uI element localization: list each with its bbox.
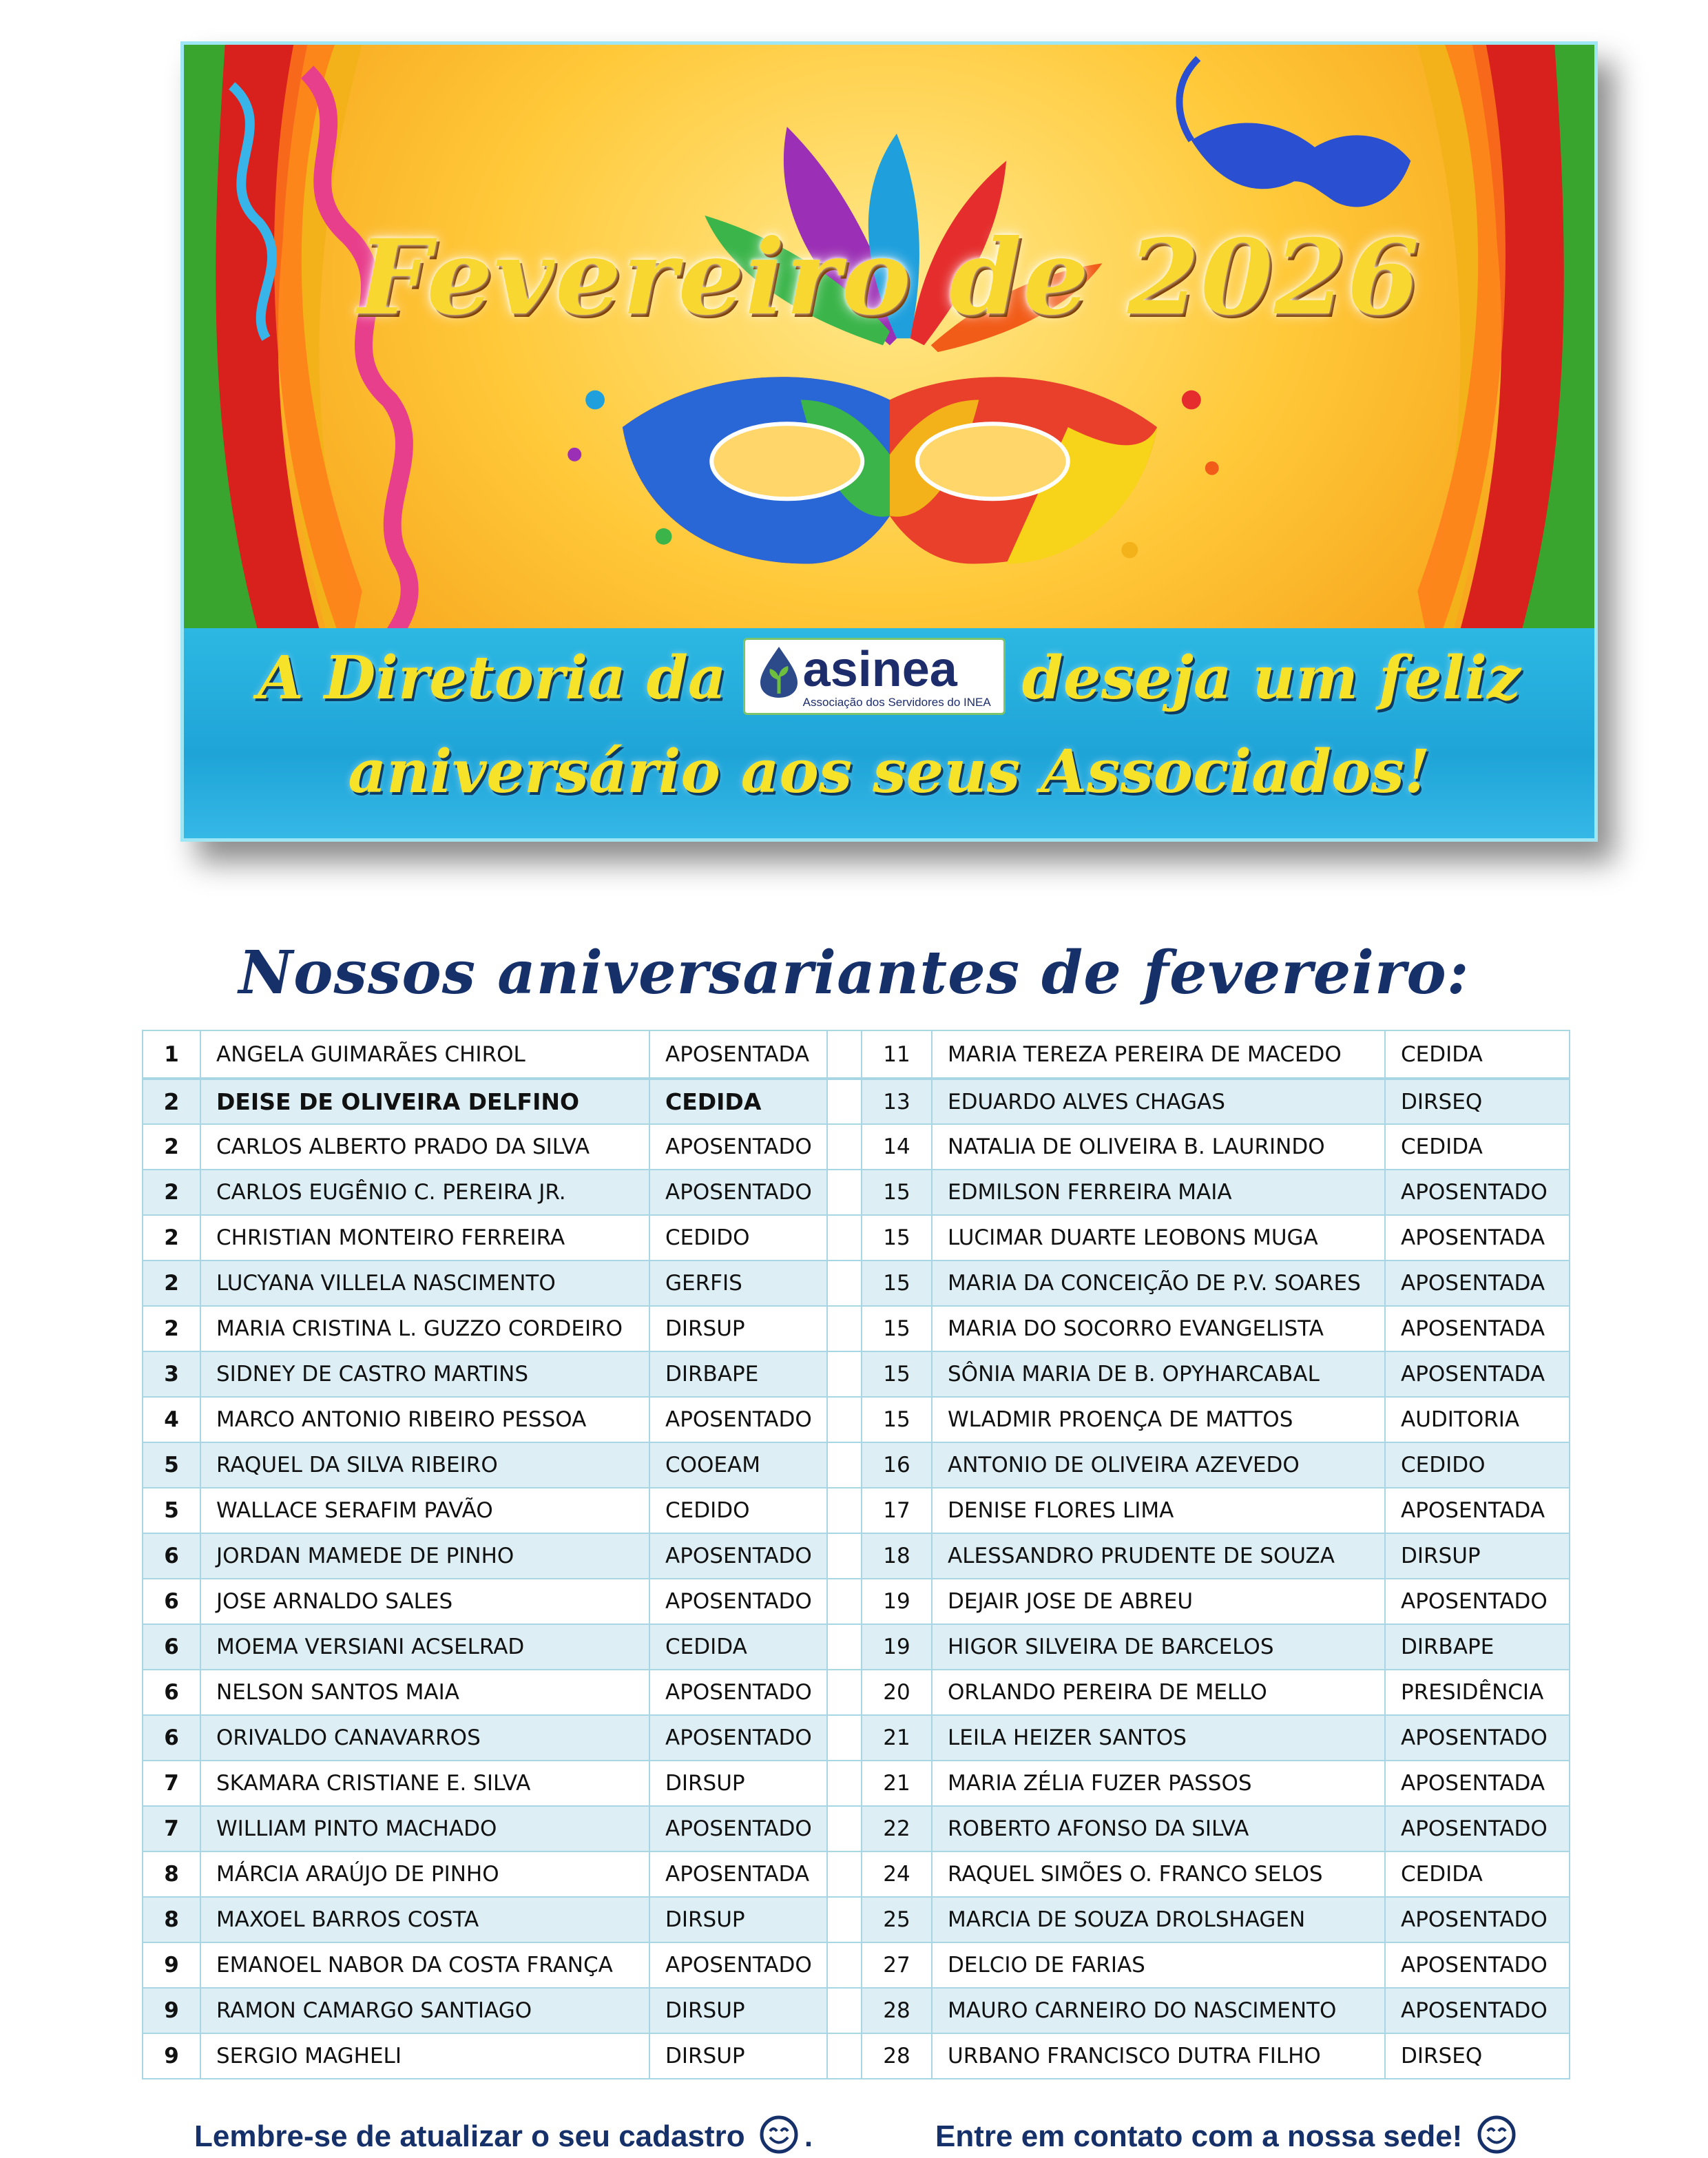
name-cell: SKAMARA CRISTIANE E. SILVA — [200, 1761, 649, 1806]
day-cell: 8 — [143, 1897, 200, 1942]
name-cell: LEILA HEIZER SANTOS — [932, 1715, 1385, 1761]
day-cell: 17 — [862, 1488, 932, 1533]
status-cell: DIRSUP — [649, 1988, 827, 2033]
table-row — [143, 1124, 1570, 1170]
column-gap — [827, 1030, 862, 1079]
day-cell: 5 — [143, 1488, 200, 1533]
name-cell: EDUARDO ALVES CHAGAS — [932, 1079, 1385, 1124]
column-gap — [827, 1670, 862, 1715]
greeting-pre: A Diretoria da — [258, 643, 727, 713]
footer-right-text: Entre em contato com a nossa sede! — [935, 2119, 1463, 2153]
day-cell: 15 — [862, 1215, 932, 1260]
column-gap — [827, 1306, 862, 1351]
column-gap — [827, 1624, 862, 1670]
day-cell: 19 — [862, 1579, 932, 1624]
name-cell: MARIA ZÉLIA FUZER PASSOS — [932, 1761, 1385, 1806]
name-cell: MARIA DO SOCORRO EVANGELISTA — [932, 1306, 1385, 1351]
name-cell: EDMILSON FERREIRA MAIA — [932, 1170, 1385, 1215]
status-cell: AUDITORIA — [1385, 1397, 1570, 1442]
name-cell: RAMON CAMARGO SANTIAGO — [200, 1988, 649, 2033]
column-gap — [827, 1442, 862, 1488]
table-row — [143, 1351, 1570, 1397]
column-gap — [827, 1942, 862, 1988]
status-cell: APOSENTADO — [649, 1170, 827, 1215]
footer-contact — [935, 2115, 1522, 2155]
day-cell: 9 — [143, 1988, 200, 2033]
logo-name: asinea — [802, 641, 957, 697]
table-row — [143, 1670, 1570, 1715]
day-cell: 24 — [862, 1851, 932, 1897]
status-cell: DIRSUP — [649, 2033, 827, 2079]
name-cell: RAQUEL SIMÕES O. FRANCO SELOS — [932, 1851, 1385, 1897]
greeting-band — [184, 628, 1594, 838]
name-cell: MAXOEL BARROS COSTA — [200, 1897, 649, 1942]
day-cell: 7 — [143, 1806, 200, 1851]
day-cell: 6 — [143, 1624, 200, 1670]
day-cell: 7 — [143, 1761, 200, 1806]
smiley-icon — [759, 2115, 799, 2155]
status-cell: APOSENTADO — [649, 1397, 827, 1442]
status-cell: APOSENTADO — [1385, 1988, 1570, 2033]
table-row — [143, 1579, 1570, 1624]
name-cell: MÁRCIA ARAÚJO DE PINHO — [200, 1851, 649, 1897]
status-cell: DIRSUP — [649, 1306, 827, 1351]
status-cell: APOSENTADO — [1385, 1170, 1570, 1215]
column-gap — [827, 1488, 862, 1533]
status-cell: DIRSUP — [1385, 1533, 1570, 1579]
day-cell: 2 — [143, 1124, 200, 1170]
day-cell: 9 — [143, 1942, 200, 1988]
name-cell: MAURO CARNEIRO DO NASCIMENTO — [932, 1988, 1385, 2033]
day-cell: 15 — [862, 1260, 932, 1306]
logo-subtitle: Associação dos Servidores do INEA — [802, 695, 991, 709]
status-cell: APOSENTADO — [1385, 1942, 1570, 1988]
column-gap — [827, 1533, 862, 1579]
greeting-post: deseja um feliz — [1021, 643, 1521, 713]
name-cell: MARIA TEREZA PEREIRA DE MACEDO — [932, 1030, 1385, 1079]
footer-update-reminder — [194, 2115, 813, 2155]
status-cell: CEDIDA — [1385, 1124, 1570, 1170]
name-cell: ORLANDO PEREIRA DE MELLO — [932, 1670, 1385, 1715]
name-cell: CHRISTIAN MONTEIRO FERREIRA — [200, 1215, 649, 1260]
column-gap — [827, 1806, 862, 1851]
birthday-list-heading: Nossos aniversariantes de fevereiro: — [238, 938, 1470, 1008]
day-cell: 22 — [862, 1806, 932, 1851]
table-row — [143, 1260, 1570, 1306]
table-row — [143, 2033, 1570, 2079]
status-cell: APOSENTADO — [649, 1942, 827, 1988]
name-cell: ANTONIO DE OLIVEIRA AZEVEDO — [932, 1442, 1385, 1488]
status-cell: APOSENTADA — [1385, 1761, 1570, 1806]
status-cell: APOSENTADA — [1385, 1488, 1570, 1533]
day-cell: 28 — [862, 2033, 932, 2079]
table-row — [143, 1442, 1570, 1488]
day-cell: 15 — [862, 1170, 932, 1215]
birthday-table-body — [143, 1030, 1570, 2079]
status-cell: DIRBAPE — [1385, 1624, 1570, 1670]
column-gap — [827, 1761, 862, 1806]
status-cell: CEDIDA — [1385, 1030, 1570, 1079]
status-cell: APOSENTADO — [649, 1715, 827, 1761]
day-cell: 15 — [862, 1397, 932, 1442]
day-cell: 14 — [862, 1124, 932, 1170]
name-cell: URBANO FRANCISCO DUTRA FILHO — [932, 2033, 1385, 2079]
day-cell: 2 — [143, 1260, 200, 1306]
status-cell: DIRSUP — [649, 1897, 827, 1942]
status-cell: APOSENTADA — [1385, 1351, 1570, 1397]
day-cell: 4 — [143, 1397, 200, 1442]
day-cell: 5 — [143, 1442, 200, 1488]
status-cell: APOSENTADO — [649, 1670, 827, 1715]
day-cell: 18 — [862, 1533, 932, 1579]
status-cell: COOEAM — [649, 1442, 827, 1488]
name-cell: ANGELA GUIMARÃES CHIROL — [200, 1030, 649, 1079]
day-cell: 6 — [143, 1533, 200, 1579]
status-cell: DIRBAPE — [649, 1351, 827, 1397]
status-cell: CEDIDO — [649, 1488, 827, 1533]
status-cell: PRESIDÊNCIA — [1385, 1670, 1570, 1715]
name-cell: HIGOR SILVEIRA DE BARCELOS — [932, 1624, 1385, 1670]
status-cell: APOSENTADO — [649, 1124, 827, 1170]
column-gap — [827, 1851, 862, 1897]
status-cell: CEDIDO — [1385, 1442, 1570, 1488]
status-cell: APOSENTADA — [1385, 1306, 1570, 1351]
name-cell: WLADMIR PROENÇA DE MATTOS — [932, 1397, 1385, 1442]
day-cell: 19 — [862, 1624, 932, 1670]
name-cell: NATALIA DE OLIVEIRA B. LAURINDO — [932, 1124, 1385, 1170]
name-cell: WALLACE SERAFIM PAVÃO — [200, 1488, 649, 1533]
name-cell: LUCYANA VILLELA NASCIMENTO — [200, 1260, 649, 1306]
name-cell: DEJAIR JOSE DE ABREU — [932, 1579, 1385, 1624]
column-gap — [827, 1124, 862, 1170]
water-drop-plant-icon — [755, 644, 803, 699]
status-cell: APOSENTADO — [1385, 1715, 1570, 1761]
day-cell: 6 — [143, 1715, 200, 1761]
table-row — [143, 1942, 1570, 1988]
status-cell: DIRSUP — [649, 1761, 827, 1806]
day-cell: 3 — [143, 1351, 200, 1397]
table-row — [143, 1851, 1570, 1897]
smiley-icon — [1477, 2115, 1517, 2155]
day-cell: 20 — [862, 1670, 932, 1715]
status-cell: CEDIDA — [649, 1624, 827, 1670]
status-cell: APOSENTADA — [1385, 1215, 1570, 1260]
column-gap — [827, 1215, 862, 1260]
day-cell: 15 — [862, 1351, 932, 1397]
status-cell: CEDIDA — [1385, 1851, 1570, 1897]
day-cell: 21 — [862, 1761, 932, 1806]
day-cell: 8 — [143, 1851, 200, 1897]
day-cell: 16 — [862, 1442, 932, 1488]
column-gap — [827, 1397, 862, 1442]
name-cell: JOSE ARNALDO SALES — [200, 1579, 649, 1624]
day-cell: 2 — [143, 1215, 200, 1260]
table-row — [143, 1624, 1570, 1670]
column-gap — [827, 1351, 862, 1397]
column-gap — [827, 1988, 862, 2033]
table-row — [143, 1806, 1570, 1851]
name-cell: SERGIO MAGHELI — [200, 2033, 649, 2079]
status-cell: APOSENTADA — [649, 1030, 827, 1079]
name-cell: RAQUEL DA SILVA RIBEIRO — [200, 1442, 649, 1488]
column-gap — [827, 1715, 862, 1761]
day-cell: 6 — [143, 1670, 200, 1715]
day-cell: 2 — [143, 1079, 200, 1124]
table-row — [143, 1533, 1570, 1579]
status-cell: GERFIS — [649, 1260, 827, 1306]
column-gap — [827, 1579, 862, 1624]
table-row — [143, 1079, 1570, 1124]
greeting-line-1 — [184, 643, 1594, 722]
day-cell: 28 — [862, 1988, 932, 2033]
carnival-mask-icon — [1179, 59, 1410, 207]
day-cell: 1 — [143, 1030, 200, 1079]
name-cell: WILLIAM PINTO MACHADO — [200, 1806, 649, 1851]
name-cell: DEISE DE OLIVEIRA DELFINO — [200, 1079, 649, 1124]
name-cell: MARCIA DE SOUZA DROLSHAGEN — [932, 1897, 1385, 1942]
name-cell: JORDAN MAMEDE DE PINHO — [200, 1533, 649, 1579]
day-cell: 2 — [143, 1306, 200, 1351]
status-cell: CEDIDO — [649, 1215, 827, 1260]
column-gap — [827, 1260, 862, 1306]
status-cell: DIRSEQ — [1385, 2033, 1570, 2079]
name-cell: SIDNEY DE CASTRO MARTINS — [200, 1351, 649, 1397]
day-cell: 21 — [862, 1715, 932, 1761]
column-gap — [827, 1897, 862, 1942]
status-cell: APOSENTADA — [649, 1851, 827, 1897]
table-row — [143, 1488, 1570, 1533]
name-cell: MARIA DA CONCEIÇÃO DE P.V. SOARES — [932, 1260, 1385, 1306]
name-cell: CARLOS EUGÊNIO C. PEREIRA JR. — [200, 1170, 649, 1215]
table-row — [143, 1215, 1570, 1260]
table-row — [143, 1761, 1570, 1806]
day-cell: 13 — [862, 1079, 932, 1124]
column-gap — [827, 1079, 862, 1124]
column-gap — [827, 2033, 862, 2079]
name-cell: DENISE FLORES LIMA — [932, 1488, 1385, 1533]
footer-left-text: Lembre-se de atualizar o seu cadastro — [194, 2119, 745, 2153]
birthday-table — [142, 1030, 1570, 2079]
footer-left-end: . — [804, 2119, 813, 2153]
name-cell: CARLOS ALBERTO PRADO DA SILVA — [200, 1124, 649, 1170]
status-cell: APOSENTADO — [1385, 1897, 1570, 1942]
table-row — [143, 1897, 1570, 1942]
table-row — [143, 1715, 1570, 1761]
status-cell: CEDIDA — [649, 1079, 827, 1124]
name-cell: MARIA CRISTINA L. GUZZO CORDEIRO — [200, 1306, 649, 1351]
name-cell: EMANOEL NABOR DA COSTA FRANÇA — [200, 1942, 649, 1988]
table-row — [143, 1170, 1570, 1215]
table-row — [143, 1397, 1570, 1442]
name-cell: LUCIMAR DUARTE LEOBONS MUGA — [932, 1215, 1385, 1260]
status-cell: APOSENTADO — [1385, 1806, 1570, 1851]
status-cell: APOSENTADO — [649, 1806, 827, 1851]
day-cell: 9 — [143, 2033, 200, 2079]
table-row — [143, 1306, 1570, 1351]
banner-title: Fevereiro de 2026 — [357, 217, 1421, 338]
status-cell: APOSENTADO — [649, 1533, 827, 1579]
name-cell: NELSON SANTOS MAIA — [200, 1670, 649, 1715]
day-cell: 11 — [862, 1030, 932, 1079]
name-cell: MOEMA VERSIANI ACSELRAD — [200, 1624, 649, 1670]
name-cell: SÔNIA MARIA DE B. OPYHARCABAL — [932, 1351, 1385, 1397]
status-cell: APOSENTADO — [649, 1579, 827, 1624]
day-cell: 15 — [862, 1306, 932, 1351]
carnival-banner — [180, 41, 1598, 842]
day-cell: 27 — [862, 1942, 932, 1988]
day-cell: 25 — [862, 1897, 932, 1942]
asinea-logo — [743, 638, 1006, 715]
table-row — [143, 1030, 1570, 1079]
name-cell: ALESSANDRO PRUDENTE DE SOUZA — [932, 1533, 1385, 1579]
greeting-line-2: aniversário aos seus Associados! — [348, 737, 1430, 807]
day-cell: 6 — [143, 1579, 200, 1624]
name-cell: MARCO ANTONIO RIBEIRO PESSOA — [200, 1397, 649, 1442]
name-cell: ORIVALDO CANAVARROS — [200, 1715, 649, 1761]
status-cell: APOSENTADO — [1385, 1579, 1570, 1624]
status-cell: DIRSEQ — [1385, 1079, 1570, 1124]
day-cell: 2 — [143, 1170, 200, 1215]
status-cell: APOSENTADA — [1385, 1260, 1570, 1306]
name-cell: ROBERTO AFONSO DA SILVA — [932, 1806, 1385, 1851]
column-gap — [827, 1170, 862, 1215]
name-cell: DELCIO DE FARIAS — [932, 1942, 1385, 1988]
table-row — [143, 1988, 1570, 2033]
